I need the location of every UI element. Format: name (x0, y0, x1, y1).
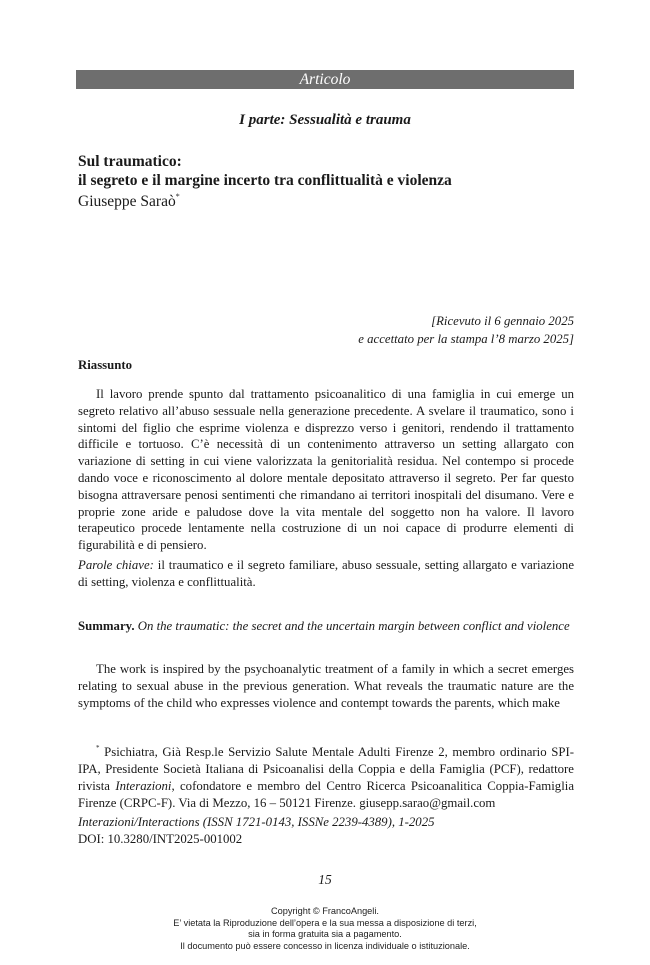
summary-heading-paragraph (78, 618, 574, 635)
article-title (78, 152, 578, 190)
copyright-line-1: Copyright © FrancoAngeli. (271, 906, 379, 916)
summary-heading: Summary. (78, 619, 135, 633)
part-title: I parte: Sessualità e trauma (239, 112, 411, 128)
copyright-notice (0, 906, 650, 952)
author-name (78, 192, 180, 211)
article-title-line-2: il segreto e il margine incerto tra conflittualità e violenza (78, 172, 452, 189)
journal-citation: Interazioni/Interactions (ISSN 1721-0143, ISSNe 2239-4389), 1-2025 (78, 815, 435, 829)
footnote-journal-name: Interazioni (115, 779, 172, 793)
received-dates (358, 312, 574, 348)
author-name-text: Giuseppe Saraò (78, 193, 176, 210)
page-number: 15 (318, 872, 332, 887)
copyright-line-4: Il documento può essere concesso in licenza individuale o istituzionale. (180, 940, 470, 951)
footnote-text-after: , cofondatore e membro del Centro Ricerca Psicoanalitica Coppia-Famiglia Firenze (CRPC-F). Via di Mezzo, 16 – 50121 Firenze. giusepp.sarao@gmail.com (78, 779, 574, 810)
journal-info (78, 814, 435, 848)
summary-body: The work is inspired by the psychoanalytic treatment of a family in which a secret emerges relating to sexual abuse in the previous generation. What reveals the traumatic nature are the symptoms of the child who expresses violence and contempt towards the parents, which make (78, 662, 574, 710)
keywords-label: Parole chiave: (78, 558, 154, 572)
footnote-mark: * (96, 744, 100, 752)
copyright-line-2: E’ vietata la Riproduzione dell’opera e la sua messa a disposizione di terzi, (173, 917, 477, 928)
journal-doi: DOI: 10.3280/INT2025-001002 (78, 832, 243, 846)
received-line-1: [Ricevuto il 6 gennaio 2025 (431, 314, 574, 328)
received-line-2: e accettato per la stampa l’8 marzo 2025] (358, 332, 574, 346)
article-title-line-1: Sul traumatico: (78, 153, 182, 170)
summary-title: On the traumatic: the secret and the uncertain margin between conflict and violence (137, 619, 570, 633)
keywords-text: il traumatico e il segreto familiare, abuso sessuale, setting allargato e variazione di setting, violenza e conflittualità. (78, 558, 574, 589)
author-footnote (78, 740, 574, 812)
author-footnote-mark: * (175, 192, 180, 201)
section-banner: Articolo (76, 70, 574, 89)
copyright-line-3: sia in forma gratuita sia a pagamento. (248, 929, 402, 940)
riassunto-body: Il lavoro prende spunto dal trattamento psicoanalitico di una famiglia in cui emerge un segreto relativo all’abuso sessuale nella generazione precedente. A svelare il traumatico, sono i sintomi del figlio che esprime violenza e disprezzo verso i genitori, rendendo il trattamento difficile e tortuoso. C’è necessità di un contenimento attraverso un setting allargato con variazione di setting in cui viene valorizzata la genitorialità residua. Nel contempo si procede dando voce e riconoscimento al dolore mentale depositato attraverso il segreto. Per far questo bisogna attraversare penosi sentimenti che rimandano ai territori inospitali del disumano. Vere e proprie zone aride e paludose dove la vita mentale del soggetto non ha valore. Il lavoro terapeutico procede lentamente nella costruzione di un noi capace di produrre elementi di figurabilità e di pensiero. (78, 387, 574, 553)
footnote-text-before: Psichiatra, Già Resp.le Servizio Salute Mentale Adulti Firenze 2, membro ordinario SPI-IPA, Presidente Società Italiana di Psicoanalisi della Coppia e della Famiglia (PCF), redattore rivista (78, 745, 574, 793)
riassunto-heading: Riassunto (78, 358, 133, 372)
keywords-paragraph (78, 557, 574, 591)
